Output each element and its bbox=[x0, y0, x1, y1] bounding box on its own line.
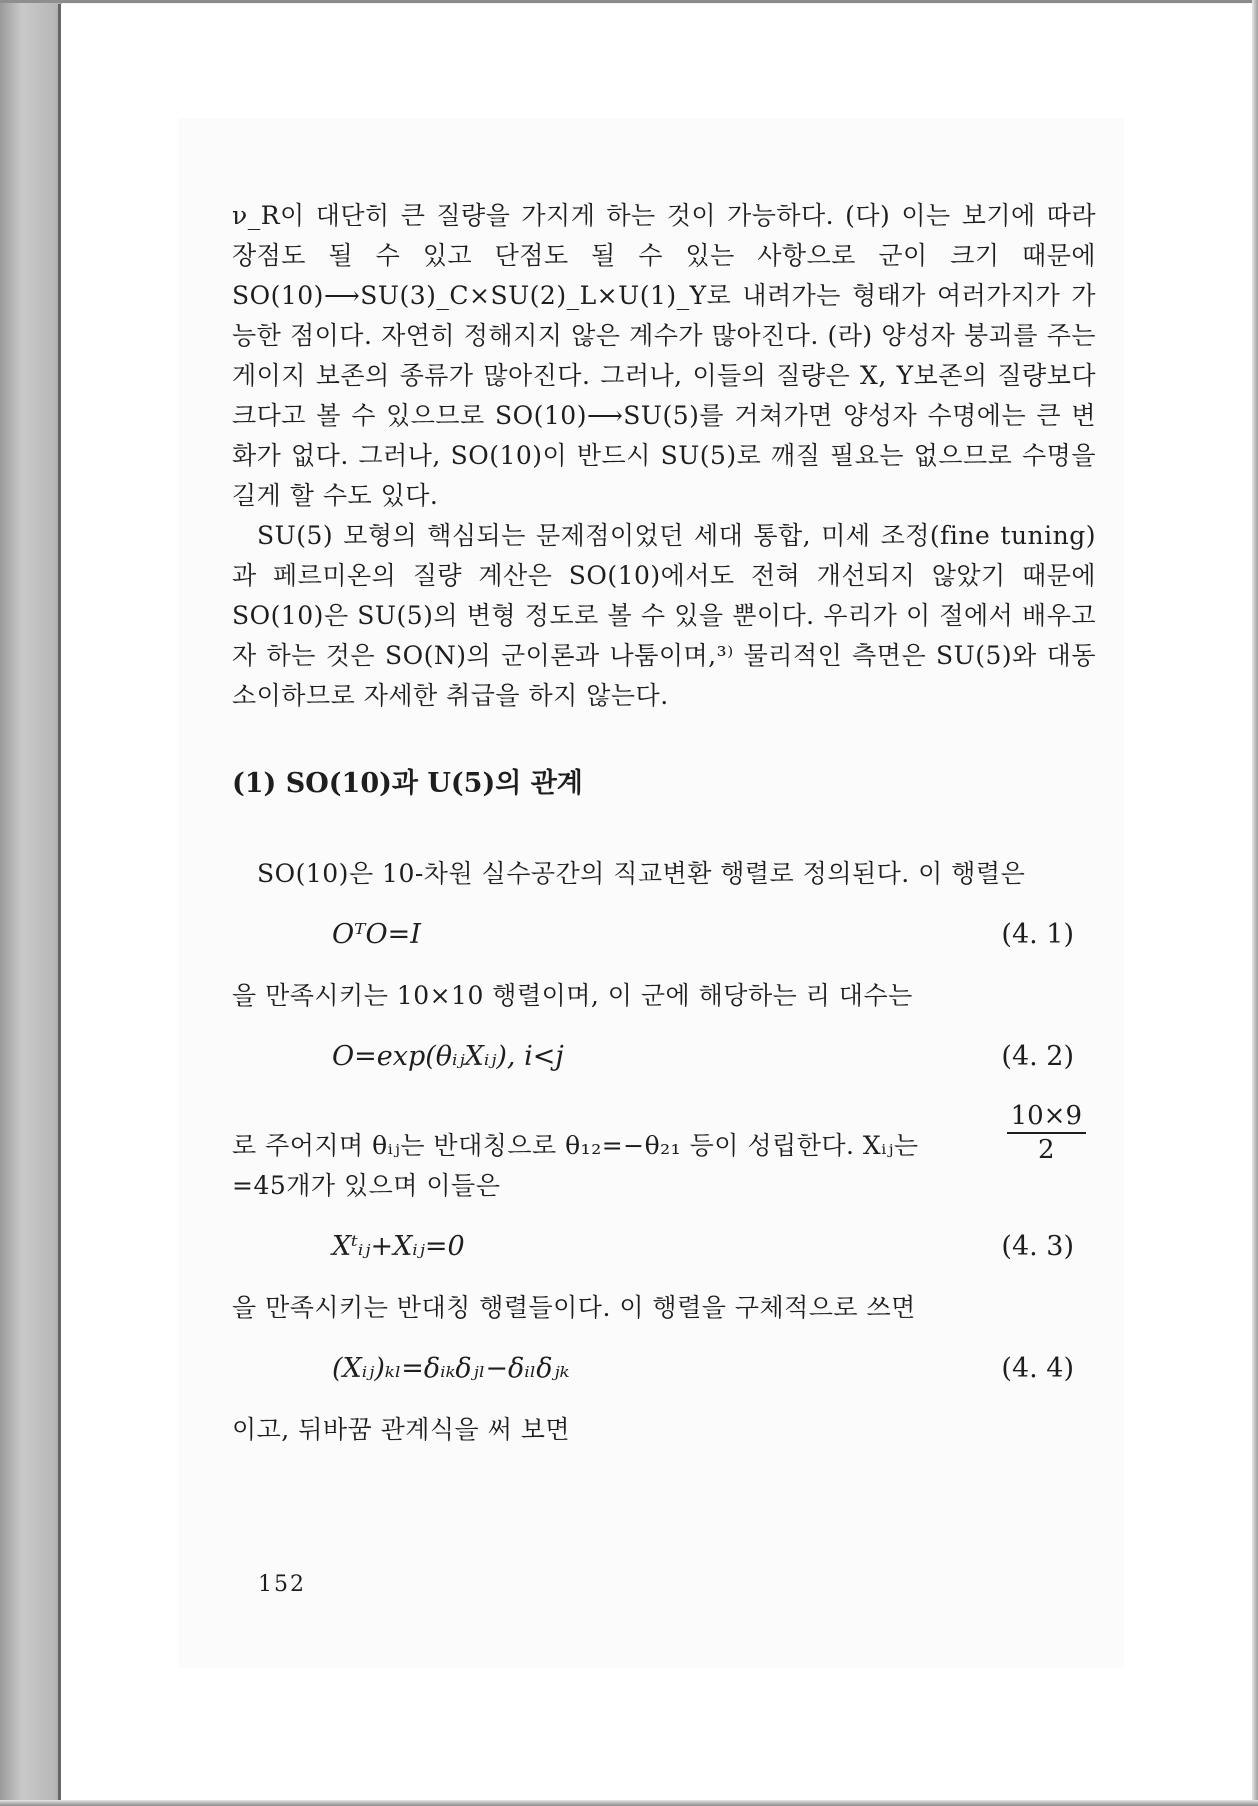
equation-4-3 bbox=[232, 1224, 1096, 1270]
paragraph-antisymmetric: 로 주어지며 θᵢⱼ는 반대칭으로 θ₁₂=−θ₂₁ 등이 성립한다. Xᵢⱼ는 bbox=[232, 1131, 919, 1160]
equation-expression: O=exp(θᵢⱼXᵢⱼ), i<j bbox=[332, 1041, 564, 1072]
paragraph-su5-problems: SU(5) 모형의 핵심되는 문제점이었던 세대 통합, 미세 조정(fine tuning)과 페르미온의 질량 계산은 SO(10)에서도 전혀 개선되지 않았기 때문에 SO(10)은 SU(5)의 변형 정도로 볼 수 있을 뿐이다. 우리가 이 절에서 배우고자 하는 것은 SO(N)의 군이론과 나툼이며,³⁾ 물리적인 측면은 SU(5)와 대동소이하므로 자세한 취급을 하지 않는다. bbox=[232, 521, 1096, 710]
equation-4-2 bbox=[232, 1034, 1096, 1080]
fraction-denominator: 2 bbox=[1038, 1135, 1055, 1165]
page-right-edge bbox=[1252, 0, 1258, 1806]
paragraph-so10-definition: SO(10)은 10-차원 실수공간의 직교변환 행렬로 정의된다. 이 행렬은 bbox=[257, 859, 1026, 888]
equation-expression: (Xᵢⱼ)ₖₗ=δᵢₖδⱼₗ−δᵢₗδⱼₖ bbox=[332, 1353, 570, 1384]
equation-4-1 bbox=[232, 912, 1096, 958]
book-top-edge bbox=[0, 0, 1258, 3]
equation-number: (4. 2) bbox=[1001, 1041, 1074, 1072]
equation-expression: Xᵗᵢⱼ+Xᵢⱼ=0 bbox=[332, 1231, 465, 1262]
book-spine bbox=[0, 0, 62, 1806]
paragraph-commutation: 이고, 뒤바꿈 관계식을 써 보면 bbox=[232, 1415, 571, 1444]
paragraph-generator-count: =45개가 있으며 이들은 bbox=[232, 1171, 501, 1200]
page-number: 152 bbox=[258, 1572, 306, 1597]
equation-4-4 bbox=[232, 1346, 1096, 1392]
equation-number: (4. 4) bbox=[1001, 1353, 1074, 1384]
equation-number: (4. 3) bbox=[1001, 1231, 1074, 1262]
fraction-10x9-over-2 bbox=[1007, 1100, 1086, 1166]
equation-expression: OᵀO=I bbox=[332, 919, 421, 950]
fraction-numerator: 10×9 bbox=[1007, 1100, 1086, 1134]
paragraph-lie-algebra: 을 만족시키는 10×10 행렬이며, 이 군에 해당하는 리 대수는 bbox=[232, 981, 913, 1010]
generator-count-line bbox=[232, 1100, 1096, 1166]
equation-number: (4. 1) bbox=[1001, 919, 1074, 950]
paragraph-antisymmetric-matrices: 을 만족시키는 반대칭 행렬들이다. 이 행렬을 구체적으로 쓰면 bbox=[232, 1293, 916, 1322]
paragraph-advantages: ν_R이 대단히 큰 질량을 가지게 하는 것이 가능하다. (다) 이는 보기에 따라 장점도 될 수 있고 단점도 될 수 있는 사항으로 군이 크기 때문에 SO(10)⟶SU(3)_C×SU(2)_L×U(1)_Y로 내려가는 형태가 여러가지가 가능한 점이다. 자연히 정해지지 않은 계수가 많아진다. (라) 양성자 붕괴를 주는 게이지 보존의 종류가 많아진다. 그러나, 이들의 질량은 X, Y보존의 질량보다 크다고 볼 수 있으므로 SO(10)⟶SU(5)를 거쳐가면 양성자 수명에는 큰 변화가 없다. 그러나, SO(10)이 반드시 SU(5)로 깨질 필요는 없으므로 수명을 길게 할 수도 있다. bbox=[232, 201, 1096, 510]
section-heading: (1) SO(10)과 U(5)의 관계 bbox=[232, 768, 583, 799]
page-bottom-edge bbox=[0, 1800, 1258, 1806]
page-content bbox=[232, 196, 1096, 1450]
